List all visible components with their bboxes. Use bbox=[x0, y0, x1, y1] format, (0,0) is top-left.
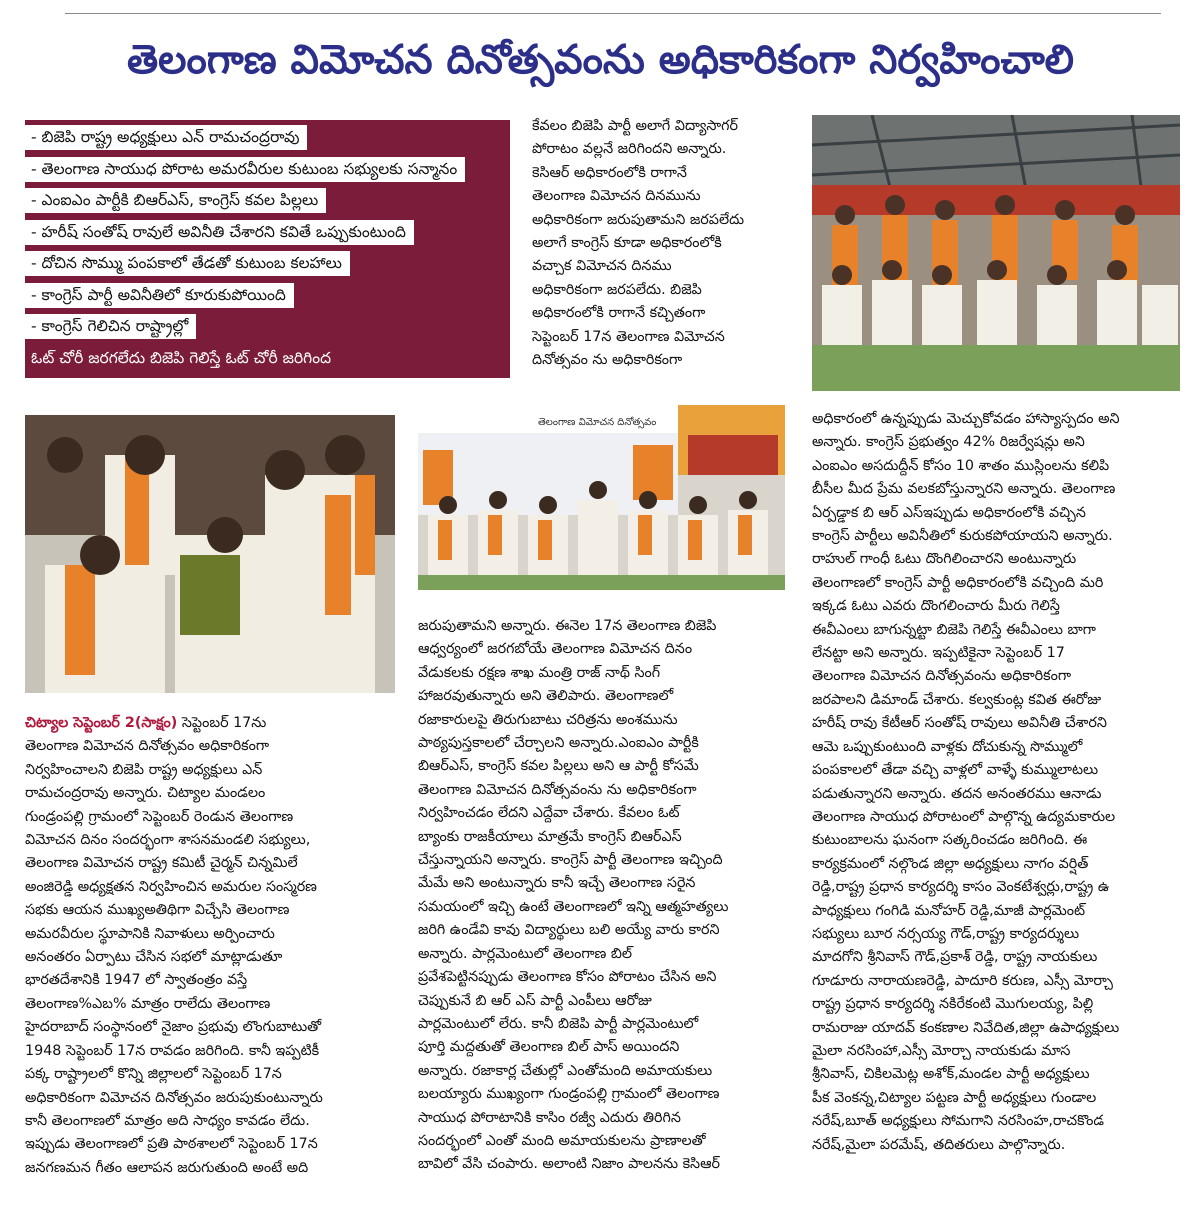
text-line: అన్నారు. పార్లమెంటులో తెలంగాణ బిల్ bbox=[418, 945, 633, 962]
text-line: రెడ్డి,రాష్ట్ర ప్రధాన కార్యదర్శి కాసం వెంకటేశ్వర్లు,రాష్ట్ర ఉ bbox=[812, 879, 1110, 896]
text-line: వచ్చాక విమోచన దినము bbox=[532, 258, 672, 275]
text-line: దినోత్సవం ను అధికారికంగా bbox=[532, 352, 683, 369]
text-line: సమయంలో ఇచ్చి ఉంటే తెలంగాణలో ఇన్ని ఆత్మహత్యలు bbox=[418, 898, 729, 915]
text-line: మైలా నరసింహా,ఎస్సీ మోర్చా నాయకుడు మాస bbox=[812, 1042, 1071, 1059]
text-line: తెలంగాణ విమోచన దినోత్సవం అధికారికంగా bbox=[25, 738, 270, 755]
text-line: ఈవీఎంలు బాగున్నట్టా బిజెపి గెలిస్తే ఈవీఎంలు బాగా bbox=[812, 621, 1096, 638]
text-line: తెలంగాణ విమోచన దినోత్సవంను అధికారికంగా bbox=[812, 668, 1072, 685]
text-line: చిట్యాల సెప్టెంబర్ 2(సాక్షం) సెప్టెంబర్ 17ను bbox=[25, 715, 267, 731]
text-line: పీక వెంకన్న,చిట్యాల పట్టణ పార్టీ అధ్యక్షులు గుండాల bbox=[812, 1089, 1097, 1106]
text-line: ఇక్కడ ఓటు ఎవరు దొంగలించారు మీరు గెలిస్తే bbox=[812, 598, 1060, 615]
text-line: తెలంగాణ సాయుధ పోరాటంలో పాల్గొన్న ఉద్యమకారుల bbox=[812, 808, 1116, 825]
text-line: ఎంఐఎం అసదుద్దీన్ కోసం 10 శాతం ముస్లింలను కలిపి bbox=[812, 457, 1110, 474]
text-line: మేమే అని అంటున్నారు కానీ ఇచ్చే తెలంగాణ సరైన bbox=[418, 875, 696, 892]
highlight-item: - కాంగ్రెస్ పార్టీ అవినీతిలో కూరుకుపోయింది bbox=[25, 280, 510, 312]
text-line: ఇప్పుడు తెలంగాణలో ప్రతి పాఠశాలలో సెప్టెంబర్ 17న bbox=[25, 1136, 318, 1153]
dateline: చిట్యాల సెప్టెంబర్ 2(సాక్షం) bbox=[25, 715, 178, 731]
text-line: కార్యక్రమంలో నల్గొండ జిల్లా అధ్యక్షులు నాగం వర్షిత్ bbox=[812, 855, 1089, 872]
text-line: కుటుంబాలను ఘనంగా సత్కరించడం జరిగింది. ఈ bbox=[812, 832, 1088, 849]
text-line: ఆధ్వర్యంలో జరగబోయే తెలంగాణ విమోచన దినం bbox=[418, 641, 693, 658]
text-line: హైదరాబాద్ సంస్థానంలో నైజాం ప్రభువు లొంగుబాటుతో bbox=[25, 1019, 322, 1036]
column-right bbox=[812, 408, 1180, 1218]
text-line: అధికారంలో ఉన్నప్పుడు మెచ్చుకోవడం హాస్యాస్పదం అని bbox=[812, 411, 1120, 427]
text-line: సభకు ఆయన ముఖ్యఅతిథిగా విచ్చేసి తెలంగాణ bbox=[25, 902, 290, 919]
text-line: మాదగోని శ్రీనివాస్ గౌడ్,ప్రకాశ్ రెడ్డి, రాష్ట్ర నాయకులు bbox=[812, 949, 1098, 966]
text-line: రాష్ట్ర ప్రధాన కార్యదర్శి నకిరేకంటి మొగులయ్య, పిల్లి bbox=[812, 996, 1094, 1013]
text-line: నరేష్,బూత్ అధ్యక్షులు సోమగాని నరసింహ,రాచకొండ bbox=[812, 1113, 1104, 1130]
text-line: జరుపుతామని అన్నారు. ఈనెల 17న తెలంగాణ బిజెపి bbox=[418, 618, 717, 634]
text-line: పూర్తి మద్దతుతో తెలంగాణ బిల్ పాస్ అయిందని bbox=[418, 1039, 680, 1056]
text-line: పంపకాలలో తేడా వచ్చి వాళ్లలో వాళ్ళే కుమ్ములాటలు bbox=[812, 762, 1099, 779]
text-line: తెలంగాణ%ఎబ% మాత్రం రాలేదు తెలంగాణ bbox=[25, 995, 271, 1012]
text-line: అన్నారు. కాంగ్రెస్ ప్రభుత్వం 42% రిజర్వేషన్లు అని bbox=[812, 434, 1085, 451]
column-left bbox=[25, 712, 392, 1217]
text-line: అమరవీరుల స్థూపానికి నివాళులు అర్పించారు bbox=[25, 925, 275, 942]
highlight-item: - కాంగ్రెస్ గెలిచిన రాష్ట్రాల్లో bbox=[25, 311, 510, 343]
highlight-item: - హరీష్ సంతోష్ రావులే అవినీతి చేశారని కవితే ఒప్పుకుంటుంది bbox=[25, 217, 510, 249]
text-line: బలయ్యారు ముఖ్యంగా గుండ్రంపల్లి గ్రామంలో తెలంగాణ bbox=[418, 1086, 720, 1103]
text-line: సభ్యులు బూర నర్సయ్య గౌడ్,రాష్ట్ర కార్యదర్శులు bbox=[812, 925, 1080, 942]
top-rule bbox=[65, 13, 1161, 14]
text-line: హాజరవుతున్నారు అని తెలిపారు. తెలంగాణలో bbox=[418, 688, 674, 705]
text-line: బ్యాంకు రాజకీయాలు మాత్రమే కాంగ్రెస్ బిఆర్ఎస్ bbox=[418, 828, 682, 845]
text-line: రామచంద్రరావు అన్నారు. చిట్యాల మండలం bbox=[25, 785, 266, 802]
text-line: పక్క రాష్ట్రాలలో కొన్ని జిల్లాలలో సెప్టెంబర్ 17న bbox=[25, 1066, 282, 1083]
column-top-middle bbox=[532, 115, 785, 385]
highlight-item: - ఎంఐఎం పార్టీకి బిఆర్ఎస్, కాంగ్రెస్ కవల పిల్లలు bbox=[25, 185, 510, 217]
text-line: సందర్భంలో ఎంతో మంది అమాయకులను ప్రాణాలతో bbox=[418, 1132, 706, 1149]
text-line: పార్లమెంటులో లేరు. కానీ బిజెపి పార్టీ పార్లమెంటులో bbox=[418, 1015, 699, 1032]
text-line: జరపాలని డిమాండ్ చేశారు. కల్వకుంట్ల కవిత ఈరోజు bbox=[812, 691, 1102, 708]
text-line: రజాకారులపై తిరుగుబాటు చరిత్రను అంశమును bbox=[418, 711, 678, 728]
text-line: కానీ తెలంగాణలో మాత్రం అది సాధ్యం కావడం లేదు. bbox=[25, 1112, 310, 1129]
text-line: రాహుల్ గాంధీ ఓటు దొంగిలించారని అంటున్నారు bbox=[812, 551, 1077, 568]
photo-felicitation bbox=[25, 415, 395, 693]
text-line: విమోచన దినం సందర్భంగా శాసనమండలి సభ్యులు, bbox=[25, 832, 311, 849]
text-line: రామరాజు యాదవ్ కంకణాల నివేదిత,జిల్లా ఉపాధ్యక్షులు bbox=[812, 1019, 1120, 1036]
headline: తెలంగాణ విమోచన దినోత్సవంను అధికారికంగా నిర్వహించాలి bbox=[126, 37, 1075, 83]
photo-event-stage bbox=[418, 405, 785, 590]
text-line: ప్రవేశపెట్టినప్పుడు తెలంగాణ కోసం పోరాటం చేసిన అని bbox=[418, 969, 717, 986]
text-line: అంజిరెడ్డి అధ్యక్షతన నిర్వహించిన అమరుల సంస్మరణ bbox=[25, 878, 317, 895]
text-line: తెలంగాణలో కాంగ్రెస్ పార్టీ అధికారంలోకి వచ్చింది మరి bbox=[812, 574, 1104, 591]
text-line: అధికారంలోకి రాగానే కచ్చితంగా bbox=[532, 305, 706, 322]
highlights-box bbox=[25, 120, 510, 378]
text-line: తెలంగాణ విమోచన రాష్ట్ర కమిటీ చైర్మన్ చిన్నమిలే bbox=[25, 855, 298, 872]
text-line: పాధ్యక్షులు గంగిడి మనోహర్ రెడ్డి,మాజీ పార్లమెంట్ bbox=[812, 902, 1086, 919]
text-line: నిర్వహించాలని బిజెపి రాష్ట్ర అధ్యక్షులు ఎన్ bbox=[25, 761, 263, 778]
text-line: నిర్వహించడం లేదని ఎద్దేవా చేశారు. కేవలం ఓట్ bbox=[418, 805, 680, 822]
text-line: గూడూరు నారాయణరెడ్డి, పాదూరి కరుణ, ఎస్సీ మోర్చా bbox=[812, 972, 1113, 989]
highlight-item: - బిజెపి రాష్ట్ర అధ్యక్షులు ఎన్ రామచంద్రరావు bbox=[25, 122, 510, 154]
text-line: బావిలో వేసి చంపారు. అలాంటి నిజాం పాలనను కెసిఆర్ bbox=[418, 1156, 720, 1173]
text-line: జరిగి ఉండేవి కావు విద్యార్థులు బలి అయ్యే వారు కారని bbox=[418, 922, 720, 939]
text-line: అనంతరం ఏర్పాటు చేసిన సభలో మాట్లాడుతూ bbox=[25, 949, 283, 966]
text-line: తెలంగాణ విమోచన దినోత్సవంను ను అధికారికంగా bbox=[418, 781, 697, 798]
highlight-item: - తెలంగాణ సాయుధ పోరాట అమరవీరుల కుటుంబ సభ్యులకు సన్మానం bbox=[25, 154, 510, 186]
text-line: 1948 సెప్టెంబర్ 17న రావడం జరిగింది. కానీ ఇప్పటికీ bbox=[25, 1042, 320, 1059]
text-line: కాంగ్రెస్ పార్టీలు అవినీతిలో కురుకపోయాయని అన్నారు. bbox=[812, 528, 1113, 545]
text-line: పడుతున్నారని అన్నారు. తదన అనంతరము ఆనాడు bbox=[812, 785, 1102, 802]
text-line: హరీష్ రావు కేటీఆర్ సంతోష్ రావులు అవినీతి చేశారని bbox=[812, 715, 1107, 732]
photo-stage-gathering bbox=[812, 115, 1180, 391]
text-line: బీసీల మీద ప్రేమ వలకబోస్తున్నారని అన్నారు. తెలంగాణ bbox=[812, 481, 1116, 498]
banner-text: తెలంగాణ విమోచన దినోత్సవం bbox=[538, 417, 657, 428]
text-line: బిఆర్ఎస్, కాంగ్రెస్ కవల పిల్లలు అని ఆ పార్టీ కోసమే bbox=[418, 758, 699, 775]
text-line: గుండ్రంపల్లి గ్రామంలో సెప్టెంబర్ రెండున తెలంగాణ bbox=[25, 808, 294, 825]
text-line: కేవలం బిజెపి పార్టీ అలాగే విద్యాసాగర్ bbox=[532, 118, 738, 134]
text-line: లేనట్టా అని అన్నారు. ఇప్పటికైనా సెప్టెంబర్ 17 bbox=[812, 645, 1065, 662]
text-line: శ్రీనివాస్, చికిలమెట్ల అశోక్,మండల పార్టీ అధ్యక్షులు bbox=[812, 1066, 1090, 1083]
text-line: జనగణమన గీతం ఆలాపన జరుగుతుంది అంటే అది bbox=[25, 1159, 309, 1176]
text-line: ఏర్పడ్డాక బి ఆర్ ఎస్ఇప్పుడు అధికారంలోకి వచ్చిన bbox=[812, 504, 1086, 521]
text-line: పాఠ్యపుస్తకాలలో చేర్చాలని అన్నారు.ఎంఐఎం పార్టీకి bbox=[418, 735, 699, 752]
text-line: తెలంగాణ విమోచన దినమును bbox=[532, 188, 701, 205]
text-line: అన్నారు. రజాకార్ల చేతుల్లో ఎంతోమంది అమాయకులు bbox=[418, 1062, 713, 1079]
text-line: చెప్పుకునే బి ఆర్ ఎస్ పార్టీ ఎంపీలు ఆరోజు bbox=[418, 992, 652, 1009]
text-line: అలాగే కాంగ్రెస్ కూడా అధికారంలోకి bbox=[532, 235, 722, 252]
text-line: సెప్టెంబర్ 17న తెలంగాణ విమోచన bbox=[532, 328, 725, 345]
text-line: నరేష్,మైలా పరమేష్, తదితరులు పాల్గొన్నారు. bbox=[812, 1136, 1066, 1153]
text-line: భారతదేశానికి 1947 లో స్వాతంత్రం వస్తే bbox=[25, 972, 248, 989]
text-line: పోరాటం వల్లనే జరిగిందని అన్నారు. bbox=[532, 141, 727, 158]
column-middle bbox=[418, 615, 785, 1217]
text-line: చేస్తున్నాయని అన్నారు. కాంగ్రెస్ పార్టీ తెలంగాణ ఇచ్చింది bbox=[418, 852, 723, 869]
highlight-item: ఓట్ చోరీ జరగలేదు బిజెపి గెలిస్తే ఓట్ చోరీ జరిగింద bbox=[31, 348, 332, 367]
text-line: అధికారికంగా విమోచన దినోత్సవం జరుపుకుంటున్నారు bbox=[25, 1089, 323, 1106]
text-line: సాయుధ పోరాటానికి కాసిం రజ్వీ ఎదురు తిరిగిన bbox=[418, 1109, 681, 1126]
text-line: కెసిఆర్ అధికారంలోకి రాగానే bbox=[532, 164, 687, 181]
text-line: అధికారికంగా జరుపుతామని జరపలేదు bbox=[532, 211, 745, 228]
highlight-item: - దోచిన సొమ్ము పంపకాలో తేడతో కుటుంబ కలహాలు bbox=[25, 248, 510, 280]
text-line: ఆమె ఒప్పుకుంటుంది వాళ్లకు దోచుకున్న సొమ్ములో bbox=[812, 738, 1083, 755]
text-line: అధికారికంగా జరపలేదు. బిజెపి bbox=[532, 281, 702, 298]
text-line: వేడుకలకు రక్షణ శాఖ మంత్రి రాజ్ నాథ్ సింగ్ bbox=[418, 664, 661, 681]
